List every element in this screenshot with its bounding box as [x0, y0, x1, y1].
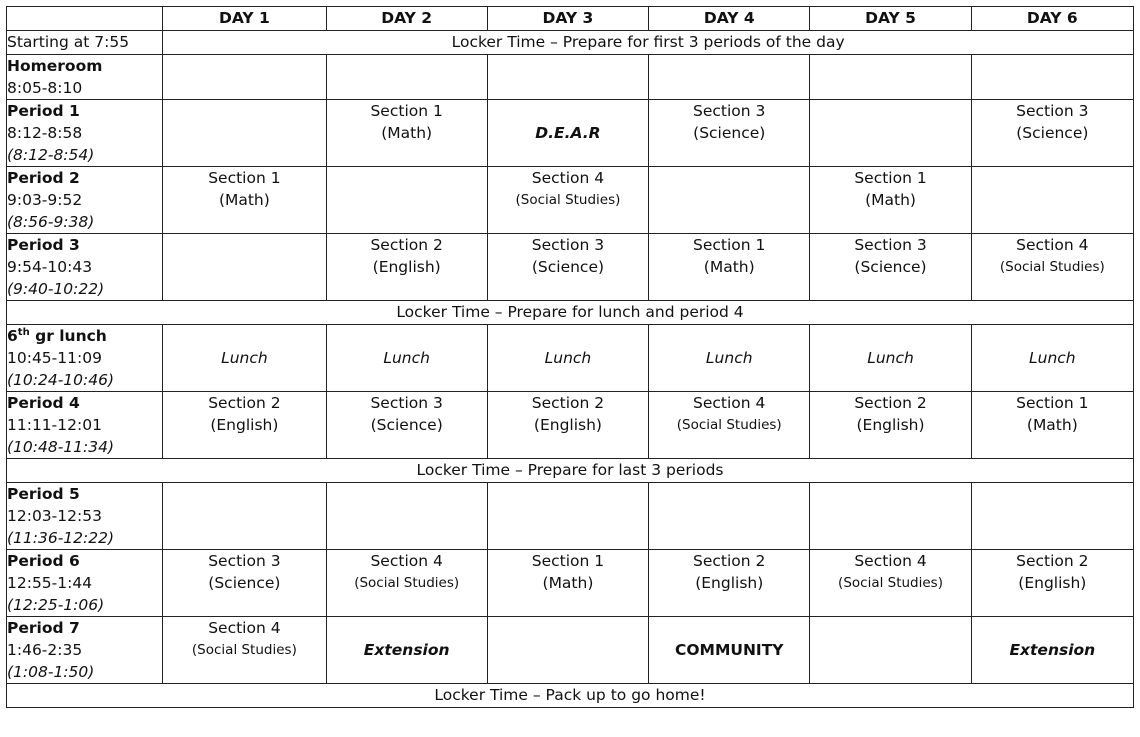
cell-empty [649, 167, 810, 234]
period-2-label [7, 167, 163, 234]
cell-empty [487, 55, 648, 100]
period-time: 9:54-10:43 [7, 258, 93, 276]
period-alt-time: (8:12-8:54) [7, 146, 95, 164]
period-time: 12:03-12:53 [7, 507, 102, 525]
period-name: Period 2 [7, 169, 80, 187]
period-4-label [7, 392, 163, 459]
cell-lunch: Lunch [649, 325, 810, 392]
period-alt-time: (12:25-1:06) [7, 596, 105, 614]
lunch-row [7, 325, 1134, 392]
lunch-banner-row [7, 301, 1134, 325]
cell-section: Section 1 (Math) [326, 100, 487, 167]
period-name: Period 1 [7, 102, 80, 120]
cell-empty [163, 55, 326, 100]
period-1-label [7, 100, 163, 167]
cell-section: Section 1 (Math) [971, 392, 1133, 459]
banner-morning: Locker Time – Prepare for first 3 periods of the day [163, 31, 1134, 55]
cell-dear: D.E.A.R [487, 100, 648, 167]
cell-empty [326, 483, 487, 550]
period-name: Period 4 [7, 394, 80, 412]
period-7-label [7, 617, 163, 684]
cell-section: Section 3 (Science) [163, 550, 326, 617]
cell-lunch: Lunch [487, 325, 648, 392]
cell-section: Section 3 (Science) [971, 100, 1133, 167]
cell-extension: Extension [971, 617, 1133, 684]
period-5-label [7, 483, 163, 550]
cell-section: Section 3 (Science) [326, 392, 487, 459]
cell-section: Section 4 (Social Studies) [163, 617, 326, 684]
cell-empty [487, 483, 648, 550]
cell-empty [326, 167, 487, 234]
cell-empty [163, 100, 326, 167]
cell-section: Section 2 (English) [487, 392, 648, 459]
start-label: Starting at 7:55 [7, 31, 163, 55]
banner-afternoon: Locker Time – Prepare for last 3 periods [7, 459, 1134, 483]
period-2-row [7, 167, 1134, 234]
cell-empty [810, 55, 971, 100]
cell-lunch: Lunch [326, 325, 487, 392]
period-time: 10:45-11:09 [7, 349, 102, 367]
period-alt-time: (1:08-1:50) [7, 663, 95, 681]
period-name: Period 6 [7, 552, 80, 570]
cell-section: Section 1 (Math) [163, 167, 326, 234]
corner-cell [7, 7, 163, 31]
period-6-row [7, 550, 1134, 617]
cell-section: Section 2 (English) [326, 234, 487, 301]
cell-section: Section 2 (English) [163, 392, 326, 459]
homeroom-row [7, 55, 1134, 100]
cell-community: COMMUNITY [649, 617, 810, 684]
lunch-label [7, 325, 163, 392]
period-4-row [7, 392, 1134, 459]
cell-section: Section 1 (Math) [810, 167, 971, 234]
cell-section: Section 4 (Social Studies) [971, 234, 1133, 301]
cell-empty [971, 167, 1133, 234]
cell-section: Section 4 (Social Studies) [649, 392, 810, 459]
cell-empty [649, 483, 810, 550]
period-name: Period 3 [7, 236, 80, 254]
period-name: Period 5 [7, 485, 80, 503]
cell-lunch: Lunch [810, 325, 971, 392]
cell-lunch: Lunch [163, 325, 326, 392]
cell-empty [649, 55, 810, 100]
period-alt-time: (9:40-10:22) [7, 280, 105, 298]
cell-empty [971, 483, 1133, 550]
cell-section: Section 1 (Math) [649, 234, 810, 301]
period-name: Homeroom [7, 57, 103, 75]
day-5-header: DAY 5 [810, 7, 971, 31]
period-7-row [7, 617, 1134, 684]
cell-empty [487, 617, 648, 684]
period-5-row [7, 483, 1134, 550]
day-4-header: DAY 4 [649, 7, 810, 31]
period-alt-time: (8:56-9:38) [7, 213, 95, 231]
period-3-row [7, 234, 1134, 301]
day-1-header: DAY 1 [163, 7, 326, 31]
period-time: 8:05-8:10 [7, 79, 83, 97]
afternoon-banner-row [7, 459, 1134, 483]
cell-empty [971, 55, 1133, 100]
period-6-label [7, 550, 163, 617]
day-6-header: DAY 6 [971, 7, 1133, 31]
cell-section: Section 3 (Science) [487, 234, 648, 301]
cell-empty [163, 234, 326, 301]
cell-section: Section 4 (Social Studies) [810, 550, 971, 617]
period-time: 1:46-2:35 [7, 641, 83, 659]
period-name: 6th gr lunch [7, 326, 107, 345]
header-row [7, 7, 1134, 31]
cell-section: Section 1 (Math) [487, 550, 648, 617]
period-alt-time: (10:48-11:34) [7, 438, 115, 456]
cell-lunch: Lunch [971, 325, 1133, 392]
end-banner-row [7, 684, 1134, 708]
period-alt-time: (11:36-12:22) [7, 529, 115, 547]
schedule-table [6, 6, 1134, 708]
period-time: 9:03-9:52 [7, 191, 83, 209]
cell-section: Section 2 (English) [810, 392, 971, 459]
day-2-header: DAY 2 [326, 7, 487, 31]
cell-empty [163, 483, 326, 550]
period-time: 8:12-8:58 [7, 124, 83, 142]
cell-empty [810, 617, 971, 684]
cell-section: Section 2 (English) [971, 550, 1133, 617]
period-alt-time: (10:24-10:46) [7, 371, 115, 389]
day-3-header: DAY 3 [487, 7, 648, 31]
cell-extension: Extension [326, 617, 487, 684]
banner-end: Locker Time – Pack up to go home! [7, 684, 1134, 708]
cell-empty [810, 483, 971, 550]
start-row [7, 31, 1134, 55]
period-1-row [7, 100, 1134, 167]
period-time: 11:11-12:01 [7, 416, 102, 434]
cell-section: Section 4 (Social Studies) [487, 167, 648, 234]
period-3-label [7, 234, 163, 301]
cell-section: Section 3 (Science) [810, 234, 971, 301]
period-time: 12:55-1:44 [7, 574, 93, 592]
cell-empty [810, 100, 971, 167]
banner-lunch: Locker Time – Prepare for lunch and period 4 [7, 301, 1134, 325]
cell-empty [326, 55, 487, 100]
homeroom-label [7, 55, 163, 100]
cell-section: Section 3 (Science) [649, 100, 810, 167]
cell-section: Section 4 (Social Studies) [326, 550, 487, 617]
cell-section: Section 2 (English) [649, 550, 810, 617]
period-name: Period 7 [7, 619, 80, 637]
